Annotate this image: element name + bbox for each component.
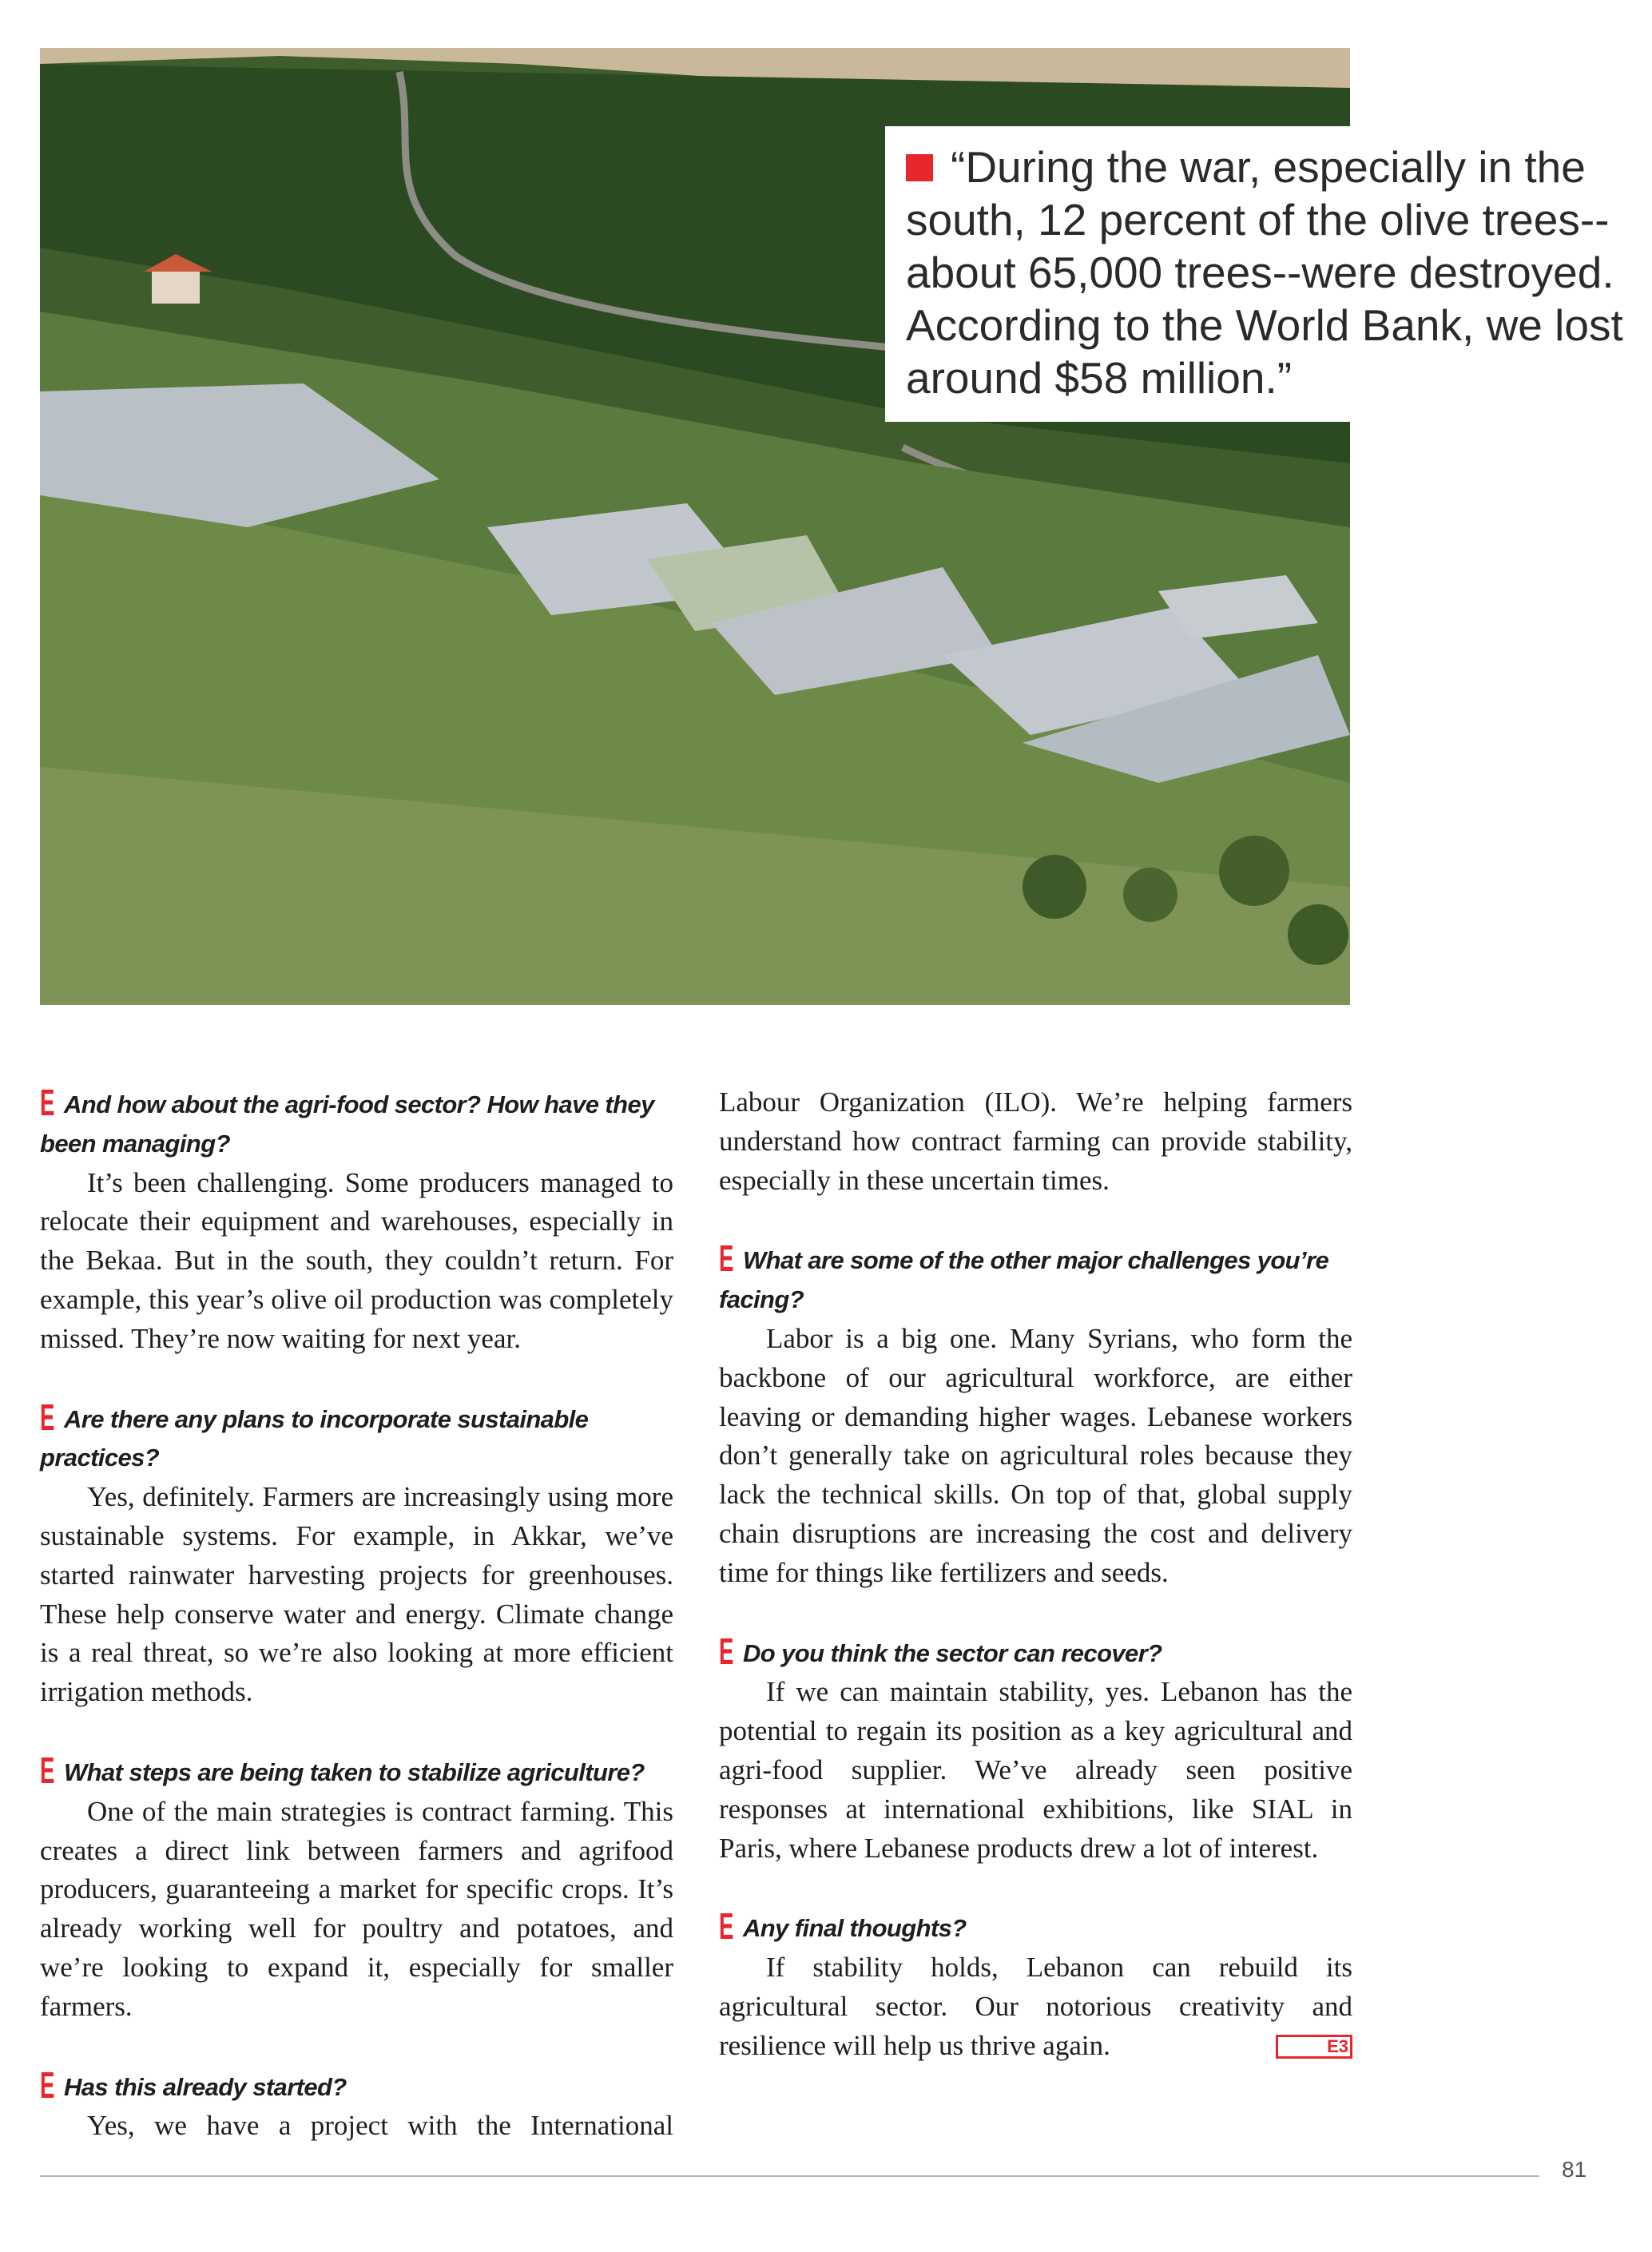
question: E What steps are being taken to stabilize agriculture?: [40, 1749, 645, 1791]
answer: Yes, definitely. Farmers are increasingly using more sustainable systems. For example, in Akkar, we’ve started rainwater harvesting projects for greenhouses. These help conserve water and energy. Climate change is a real threat, so we’re also looking at more efficient irrigation methods.: [40, 1481, 673, 1708]
article-column-left: [40, 1083, 673, 2146]
pull-quote: [906, 141, 1649, 404]
answer: If we can maintain stability, yes. Lebanon has the potential to regain its position as a key agricultural and agri-food supplier. We’ve already seen positive responses at international exhibitions, like SIAL in Paris, where Lebanese products drew a lot of interest.: [719, 1676, 1352, 1864]
answer: Labor is a big one. Many Syrians, who form the backbone of our agricultural workforce, are either leaving or demanding higher wages. Lebanese workers don’t generally take on agricultural roles because they lack the technical skills. On top of that, global supply chain disruptions are increasing the cost and delivery time for things like fertilizers and seeds.: [719, 1322, 1352, 1588]
end-mark-icon: E3: [1276, 2035, 1352, 2059]
e-marker-icon: E: [719, 1630, 734, 1672]
answer: If stability holds, Lebanon can rebuild its agricultural sector. Our notorious creativity and resilience will help us thrive again. E3: [719, 1952, 1352, 2061]
question: E And how about the agri-food sector? How have they been managing?: [40, 1082, 654, 1158]
red-square-icon: [906, 154, 933, 181]
e-marker-icon: E: [40, 1749, 55, 1791]
question: E Any final thoughts?: [719, 1905, 967, 1948]
footer-divider: [40, 2175, 1539, 2177]
question: E What are some of the other major challenges you’re facing?: [719, 1237, 1329, 1314]
article-column-right: [719, 1083, 1352, 2066]
page-number: 81: [1562, 2157, 1587, 2182]
e-marker-icon: E: [719, 1905, 734, 1948]
question: E Are there any plans to incorporate sustainable practices?: [40, 1396, 589, 1472]
answer: It’s been challenging. Some producers managed to relocate their equipment and warehouses, especially in the Bekaa. But in the south, they couldn’t return. For example, this year’s olive oil production was completely missed. They’re now waiting for next year.: [40, 1166, 673, 1354]
question: E Has this already started?: [40, 2063, 347, 2106]
pull-quote-text: “During the war, especially in the south, 12 percent of the olive trees--about 65,000 trees--were destroyed. According to the World Bank, we lost around $58 million.”: [906, 142, 1623, 403]
e-marker-icon: E: [40, 2063, 55, 2106]
e-marker-icon: E: [719, 1237, 734, 1280]
pull-quote-box: [885, 126, 1652, 422]
question: E Do you think the sector can recover?: [719, 1630, 1162, 1672]
e-marker-icon: E: [40, 1082, 55, 1123]
answer-continued: Labour Organization (ILO). We’re helping farmers understand how contract farming can provide stability, especially in these uncertain times.: [719, 1086, 1352, 1196]
answer: Yes, we have a project with the International: [87, 2110, 673, 2142]
answer: One of the main strategies is contract farming. This creates a direct link between farmers and agrifood producers, guaranteeing a market for specific crops. It’s already working well for poultry and potatoes, and we’re looking to expand it, especially for smaller farmers.: [40, 1795, 673, 2022]
e-marker-icon: E: [40, 1396, 55, 1438]
